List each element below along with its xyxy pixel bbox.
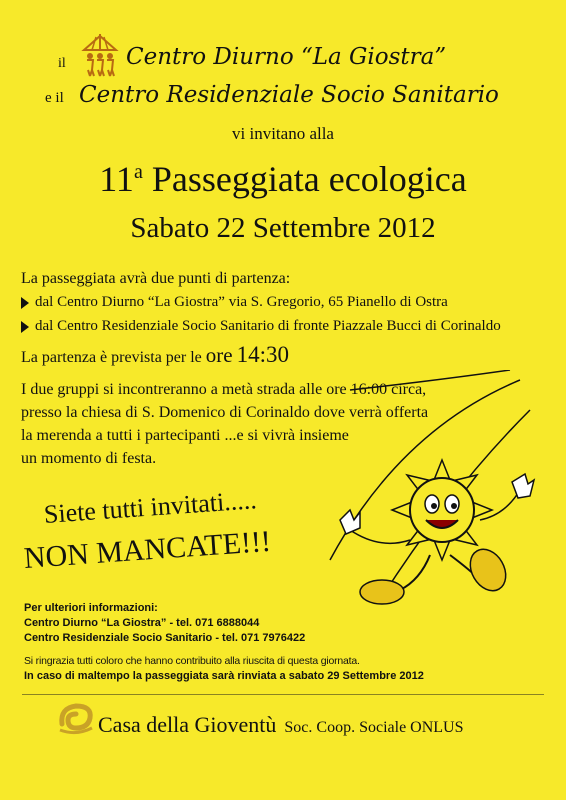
header-prefix-il: il bbox=[58, 56, 66, 71]
start-point-2-text: dal Centro Residenziale Socio Sanitario di fronte Piazzale Bucci di Corinaldo bbox=[35, 318, 501, 334]
header-line-2 bbox=[45, 82, 525, 112]
departure-time: 14:30 bbox=[236, 342, 289, 367]
meeting-line-1: I due gruppi si incontreranno a metà strada alle ore 16:00 circa, bbox=[21, 381, 427, 398]
org-suffix: Soc. Coop. Sociale ONLUS bbox=[284, 719, 464, 736]
casa-gioventu-logo-icon bbox=[58, 702, 94, 741]
meeting-line-4: un momento di festa. bbox=[21, 450, 157, 467]
header-invite-line: vi invitano alla bbox=[232, 124, 334, 143]
event-title-sup: a bbox=[133, 161, 143, 183]
start-point-2 bbox=[21, 318, 501, 335]
contact-centro-diurno: Centro Diurno “La Giostra” - tel. 071 6888044 bbox=[24, 617, 260, 629]
sunflower-mascot-icon bbox=[320, 370, 546, 625]
contacts-heading: Per ulteriori informazioni: bbox=[24, 602, 158, 614]
header-line-1 bbox=[58, 36, 518, 76]
start-point-1-text: dal Centro Diurno “La Giostra” via S. Gregorio, 65 Pianello di Ostra bbox=[35, 294, 448, 310]
weather-note: In caso di maltempo la passeggiata sarà rinviata a sabato 29 Settembre 2012 bbox=[24, 670, 424, 682]
footer-divider bbox=[22, 694, 544, 695]
departure-prefix: La partenza è prevista per le bbox=[21, 349, 202, 366]
event-title bbox=[0, 158, 566, 200]
centro-residenziale-name: Centro Residenziale Socio Sanitario bbox=[79, 82, 499, 108]
event-title-number: 11 bbox=[99, 159, 134, 199]
meeting-line-3: la merenda a tutti i partecipanti ...e si vivrà insieme bbox=[21, 427, 349, 444]
event-date: Sabato 22 Settembre 2012 bbox=[130, 212, 436, 244]
org-name: Casa della Gioventù bbox=[98, 712, 277, 737]
contact-centro-residenziale: Centro Residenziale Socio Sanitario - tel. 071 7976422 bbox=[24, 632, 306, 644]
footer-org bbox=[98, 712, 464, 738]
thanks-note: Si ringrazia tutti coloro che hanno contribuito alla riuscita di questa giornata. bbox=[24, 655, 360, 667]
event-title-text: Passeggiata ecologica bbox=[151, 159, 467, 199]
meeting-line-2: presso la chiesa di S. Domenico di Corinaldo dove verrà offerta bbox=[21, 404, 429, 421]
triangle-bullet-icon bbox=[21, 321, 29, 333]
carousel-icon bbox=[80, 34, 120, 83]
header-prefix-eil: e il bbox=[45, 90, 64, 106]
invite-line-2: NON MANCATE!!! bbox=[22, 524, 272, 575]
departure-line bbox=[21, 342, 289, 368]
triangle-bullet-icon bbox=[21, 297, 29, 309]
centro-diurno-name: Centro Diurno “La Giostra” bbox=[126, 44, 447, 70]
start-point-1 bbox=[21, 294, 448, 311]
departure-ore: ore bbox=[205, 343, 233, 367]
intro-text: La passeggiata avrà due punti di partenza: bbox=[21, 270, 291, 287]
invite-line-1: Siete tutti invitati..... bbox=[42, 485, 258, 529]
